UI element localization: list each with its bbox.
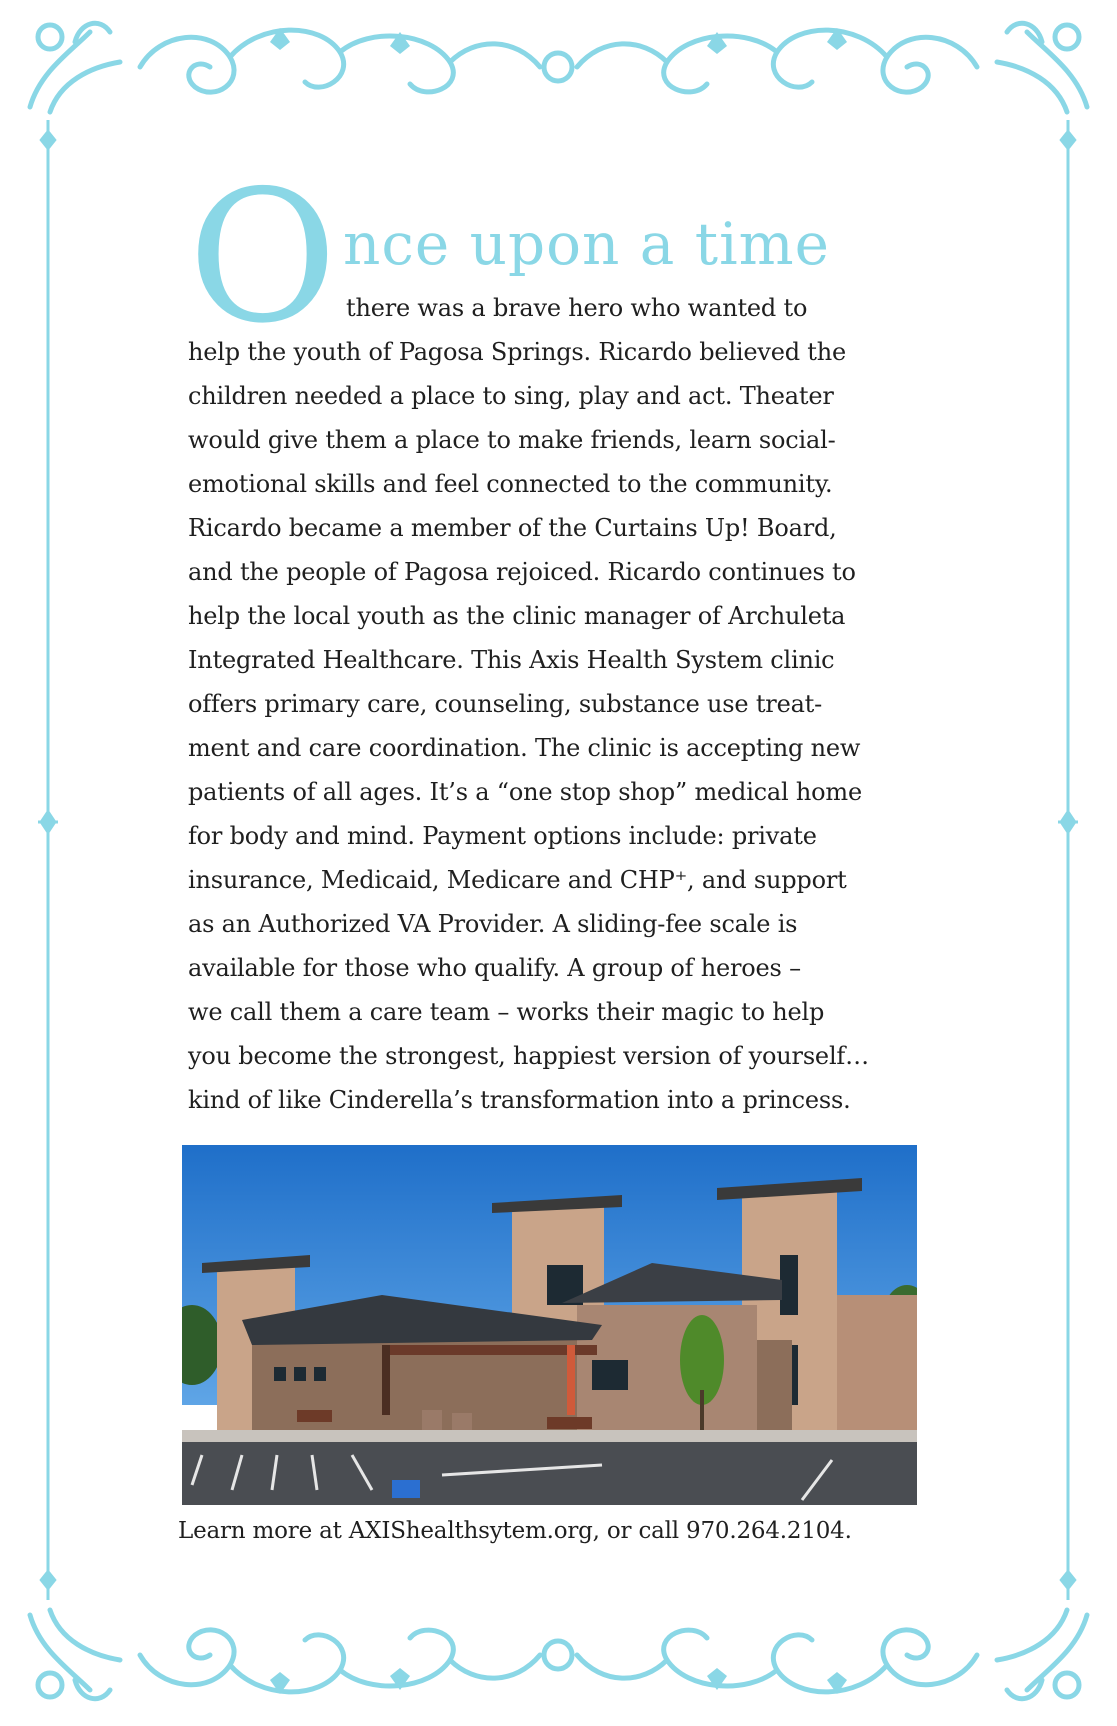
body-line: kind of like Cinderella’s transformation into a princess. [188,1086,851,1114]
body-line: offers primary care, counseling, substance use treat- [188,690,823,718]
body-line: you become the strongest, happiest version of yourself… [188,1042,869,1070]
body-line: help the youth of Pagosa Springs. Ricardo believed the [188,338,847,366]
body-line: would give them a place to make friends, learn social- [188,426,836,454]
bottom-scroll-ornament [20,1600,1097,1710]
body-line: as an Authorized VA Provider. A sliding-fee scale is [188,910,798,938]
body-line: available for those who qualify. A group of heroes – [188,954,801,982]
body-line: ment and care coordination. The clinic is accepting new [188,734,861,762]
right-border-rule [1056,120,1080,1600]
body-line: we call them a care team – works their magic to help [188,998,825,1026]
top-scroll-ornament [20,12,1097,122]
body-line: emotional skills and feel connected to the community. [188,470,833,498]
body-line: and the people of Pagosa rejoiced. Ricardo continues to [188,558,856,586]
body-line: patients of all ages. It’s a “one stop shop” medical home [188,778,862,806]
body-line: children needed a place to sing, play and act. Theater [188,382,834,410]
drop-cap: O [188,151,338,363]
body-line: help the local youth as the clinic manager of Archuleta [188,602,846,630]
body-line: Integrated Healthcare. This Axis Health System clinic [188,646,835,674]
clinic-building-photo [182,1145,917,1505]
body-line: for body and mind. Payment options include: private [188,822,817,850]
left-border-rule [36,120,60,1600]
body-line: Ricardo became a member of the Curtains Up! Board, [188,514,837,542]
footer-contact-line: Learn more at AXIShealthsytem.org, or call 970.264.2104. [178,1518,852,1544]
body-line: there was a brave hero who wanted to [346,294,808,322]
body-line: insurance, Medicaid, Medicare and CHP⁺, and support [188,866,847,894]
story-title: nce upon a time [343,210,830,278]
story-body [188,286,928,1122]
